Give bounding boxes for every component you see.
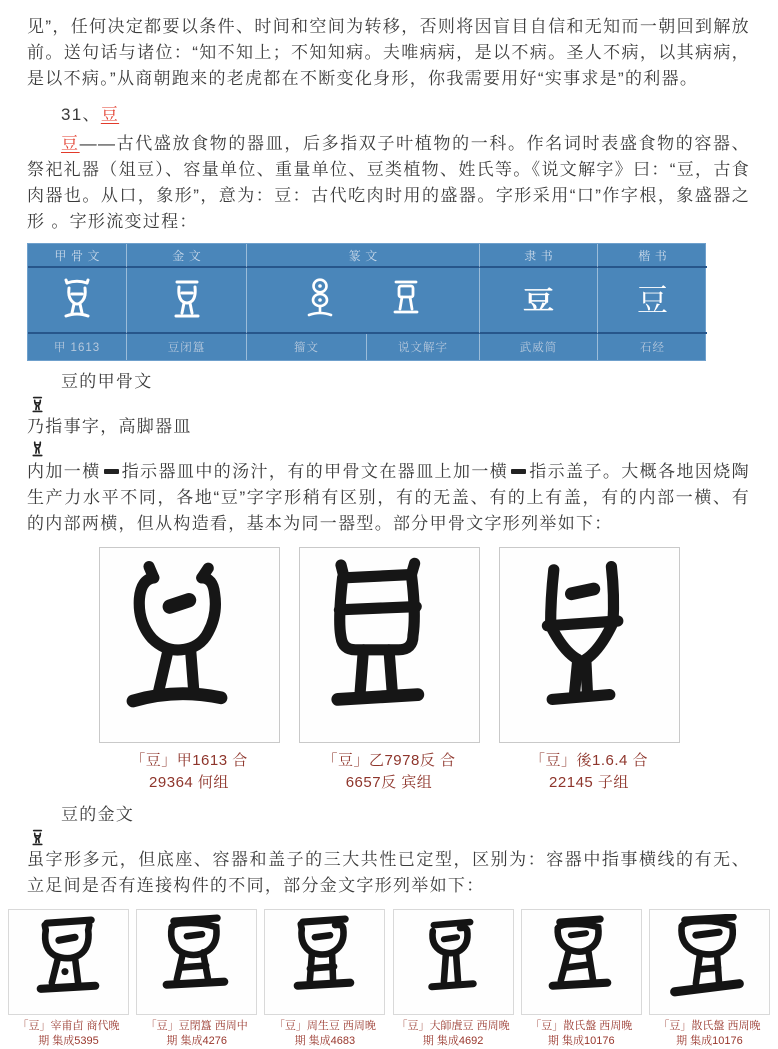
oracle-figure-1-image	[99, 547, 280, 743]
oracle-figures-row	[0, 547, 778, 794]
bronze-figure-5	[521, 909, 642, 1049]
oracle-figure-2-caption: 「豆」乙7978反 合 6657反 宾组	[322, 752, 456, 791]
bronze-figure-4-image	[393, 909, 514, 1015]
bronze-dou-glyph-5-icon	[529, 914, 633, 1010]
oracle-figure-1-caption: 「豆」甲1613 合 29364 何组	[130, 752, 248, 791]
bronze-figure-1-caption: 「豆」宰甫卣 商代晚 期 集成5395	[17, 1020, 120, 1047]
bronze-figure-6-image	[649, 909, 770, 1015]
bronze-figure-3-image	[264, 909, 385, 1015]
bronze-figure-1	[8, 909, 129, 1049]
dou-heading-link[interactable]: 豆	[100, 105, 120, 124]
oracle-dou-glyph-1-icon	[109, 557, 269, 733]
table-source-jia1613: 甲 1613	[28, 334, 127, 360]
dou-glyph-small-lid-icon	[30, 395, 45, 414]
oracle-figure-1	[99, 547, 280, 794]
table-glyph-shuowen-icon	[386, 275, 426, 325]
definition-text: ——古代盛放食物的器皿，后多指双子叶植物的一科。作名词时表盛食物的容器、祭祀礼器（俎豆）、容量单位、重量单位、豆类植物、姓氏等。《说文解字》曰：“豆，古食肉器也。从口，象形”，意为：豆：古代吃肉时用的盛器。字形采用“口”作字根，象盛器之形 。字形流变过程：	[27, 134, 750, 231]
evolution-table	[27, 243, 706, 361]
oracle-figure-3-caption: 「豆」後1.6.4 合 22145 子组	[529, 752, 649, 791]
horizontal-stroke-icon	[511, 469, 526, 474]
oracle-figure-2-image	[299, 547, 480, 743]
bronze-figure-3-caption: 「豆」周生豆 西周晚 期 集成4683	[273, 1020, 376, 1047]
dou-definition-link[interactable]: 豆	[61, 134, 80, 153]
table-glyph-kaishu: 豆	[598, 268, 707, 334]
bronze-dou-glyph-4-icon	[401, 914, 505, 1010]
table-header-jiaguwen: 甲骨文	[28, 244, 127, 268]
oracle-dou-glyph-3-icon	[509, 557, 669, 733]
table-glyph-jiaguwen-icon	[28, 268, 127, 334]
oracle-figure-2	[299, 547, 480, 794]
paragraph-definition	[27, 131, 750, 235]
bronze-figure-2-caption: 「豆」豆閉簋 西周中 期 集成4276	[145, 1020, 248, 1047]
bronze-figure-5-image	[521, 909, 642, 1015]
paragraph-intro: 见”，任何决定都要以条件、时间和空间为转移，否则将因盲目自信和无知而一朝回到解放前。送句话与诸位：“知不知上；不知知病。夫唯病病，是以不病。圣人不病，以其病病，是以不病。”从商朝跑来的老虎都在不断变化身形，你我需要用好“实事求是”的利器。	[27, 17, 750, 88]
horizontal-stroke-icon	[104, 469, 119, 474]
bronze-figure-2-image	[136, 909, 257, 1015]
bronze-figure-6	[649, 909, 770, 1049]
table-header-kaishu: 楷书	[598, 244, 707, 268]
bronze-figure-2	[136, 909, 257, 1049]
bronze-figure-3	[264, 909, 385, 1049]
dou-glyph-small-bronze-icon	[30, 828, 45, 847]
bronze-dou-glyph-3-icon	[273, 914, 377, 1010]
bronze-dou-glyph-1-icon	[17, 914, 121, 1010]
bronze-figure-4	[393, 909, 514, 1049]
bronze-figure-4-caption: 「豆」大師虘豆 西周晚 期 集成4692	[396, 1020, 510, 1047]
table-glyph-zhuanwen-cell	[247, 268, 480, 334]
vessel-glyph-small-icon	[30, 440, 45, 459]
table-header-jinwen: 金文	[127, 244, 247, 268]
table-header-zhuanwen: 篆文	[247, 244, 480, 268]
bronze-figure-6-caption: 「豆」散氏盤 西周晚 期 集成10176	[658, 1020, 761, 1047]
table-source-shijing: 石经	[640, 342, 665, 354]
oracle-figure-3	[499, 547, 680, 794]
section-number: 31、	[61, 105, 101, 124]
bronze-figure-5-caption: 「豆」散氏盤 西周晚 期 集成10176	[530, 1020, 633, 1047]
table-glyph-lishu: 豆	[480, 268, 598, 334]
table-glyph-zhouwen-icon	[300, 275, 340, 325]
section-heading	[27, 102, 750, 128]
bronze-dou-glyph-2-icon	[145, 914, 249, 1010]
table-source-shuowenjiezi: 说文解字	[367, 334, 480, 360]
paragraph-bronze: 豆的金文 虽字形多元，但底座、容器和盖子的三大共性已定型，区别为：容器中指事横线的有无、立足间是否有连接构件的不同，部分金文字形列举如下：	[27, 805, 750, 895]
paragraph-oracle-bone: 豆的甲骨文 乃指事字，高脚器皿 内加一横 指示器皿中的汤汁，有的甲骨文在器皿上加一横 指示盖子。大概各地因烧陶生产力水平不同，各地“豆”字字形稍有区别，有的无盖、有的上有盖，有的内部一横、有的内部两横，但从构造看，基本为同一器型。部分甲骨文字形列举如下：	[27, 372, 750, 533]
table-source-doubigui: 豆闭簋	[127, 334, 247, 360]
bronze-figures-row	[8, 909, 770, 1049]
bronze-figure-1-image	[8, 909, 129, 1015]
oracle-dou-glyph-2-icon	[309, 557, 469, 733]
bronze-dou-glyph-6-icon	[657, 914, 761, 1010]
table-glyph-jinwen-icon	[127, 268, 247, 334]
table-source-zhouwen: 籀文	[247, 334, 367, 360]
oracle-figure-3-image	[499, 547, 680, 743]
table-source-wuweijian: 武威简	[480, 334, 598, 360]
table-header-lishu: 隶书	[480, 244, 598, 268]
